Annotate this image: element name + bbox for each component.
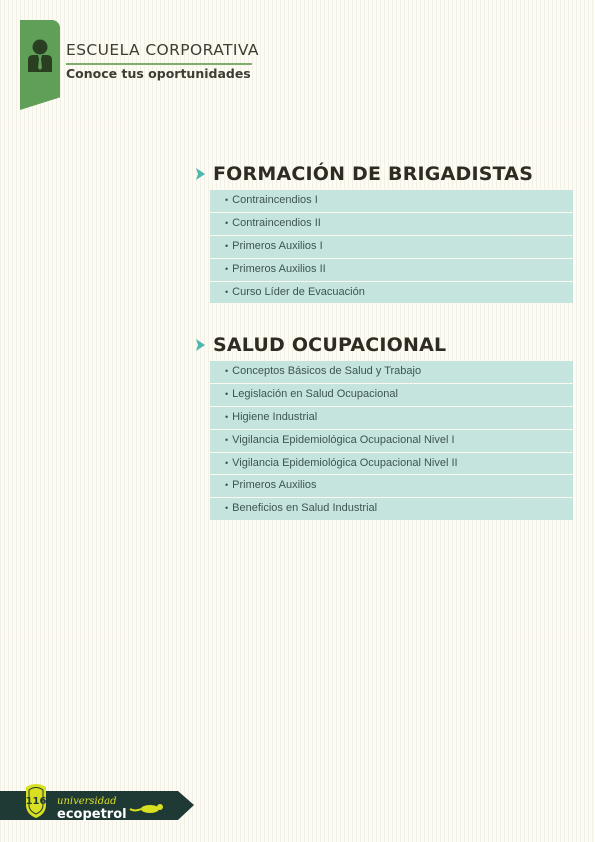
bullet-icon: • bbox=[225, 366, 229, 376]
chevron-right-icon bbox=[195, 338, 207, 352]
list-item bbox=[210, 361, 573, 383]
list-item bbox=[210, 453, 573, 475]
item-label: Curso Líder de Evacuación bbox=[232, 285, 365, 298]
footer-banner bbox=[0, 778, 200, 842]
brand-name: ecopetrol bbox=[57, 807, 127, 822]
header-subtitle: Conoce tus oportunidades bbox=[66, 66, 251, 81]
item-label: Legislación en Salud Ocupacional bbox=[232, 387, 398, 400]
page-number: 116 bbox=[25, 796, 47, 807]
bullet-icon: • bbox=[225, 411, 229, 422]
item-label: Primeros Auxilios I bbox=[232, 239, 323, 252]
item-label: Beneficios en Salud Industrial bbox=[232, 502, 378, 515]
item-label: Higiene Industrial bbox=[232, 410, 318, 423]
item-label: Vigilancia Epidemiológica Ocupacional Nivel II bbox=[232, 456, 458, 469]
bullet-icon: • bbox=[225, 240, 229, 251]
bullet-icon: • bbox=[225, 217, 229, 228]
header-title: ESCUELA CORPORATIVA bbox=[66, 41, 259, 59]
brand-script: universidad bbox=[57, 796, 117, 807]
section-heading bbox=[195, 162, 575, 186]
list-item bbox=[210, 384, 573, 406]
bullet-icon: • bbox=[225, 286, 229, 297]
list-item bbox=[210, 190, 573, 212]
bullet-icon: • bbox=[225, 388, 229, 399]
section-salud bbox=[195, 333, 575, 521]
bullet-icon: • bbox=[225, 434, 229, 445]
course-list bbox=[210, 190, 573, 303]
section-brigadistas bbox=[195, 162, 575, 304]
list-item bbox=[210, 259, 573, 281]
header-tab bbox=[20, 20, 60, 110]
bullet-icon: • bbox=[225, 195, 229, 205]
list-item bbox=[210, 430, 573, 452]
section-title: SALUD OCUPACIONAL bbox=[213, 334, 447, 356]
item-label: Contraincendios II bbox=[232, 216, 321, 229]
bullet-icon: • bbox=[225, 457, 229, 468]
item-label: Primeros Auxilios II bbox=[232, 262, 326, 275]
course-list bbox=[210, 361, 573, 520]
bullet-icon: • bbox=[225, 503, 229, 514]
list-item bbox=[210, 407, 573, 429]
list-item bbox=[210, 498, 573, 520]
list-item bbox=[210, 475, 573, 497]
header-divider bbox=[66, 63, 252, 65]
list-item bbox=[210, 282, 573, 304]
chevron-right-icon bbox=[195, 167, 207, 181]
list-item bbox=[210, 213, 573, 235]
section-heading bbox=[195, 333, 575, 357]
item-label: Conceptos Básicos de Salud y Trabajo bbox=[232, 365, 422, 377]
item-label: Contraincendios I bbox=[232, 194, 318, 206]
bullet-icon: • bbox=[225, 480, 229, 491]
item-label: Primeros Auxilios bbox=[232, 479, 317, 492]
list-item bbox=[210, 236, 573, 258]
item-label: Vigilancia Epidemiológica Ocupacional Nivel I bbox=[232, 433, 455, 446]
person-icon bbox=[28, 38, 52, 72]
section-title: FORMACIÓN DE BRIGADISTAS bbox=[213, 163, 534, 185]
bullet-icon: • bbox=[225, 263, 229, 274]
